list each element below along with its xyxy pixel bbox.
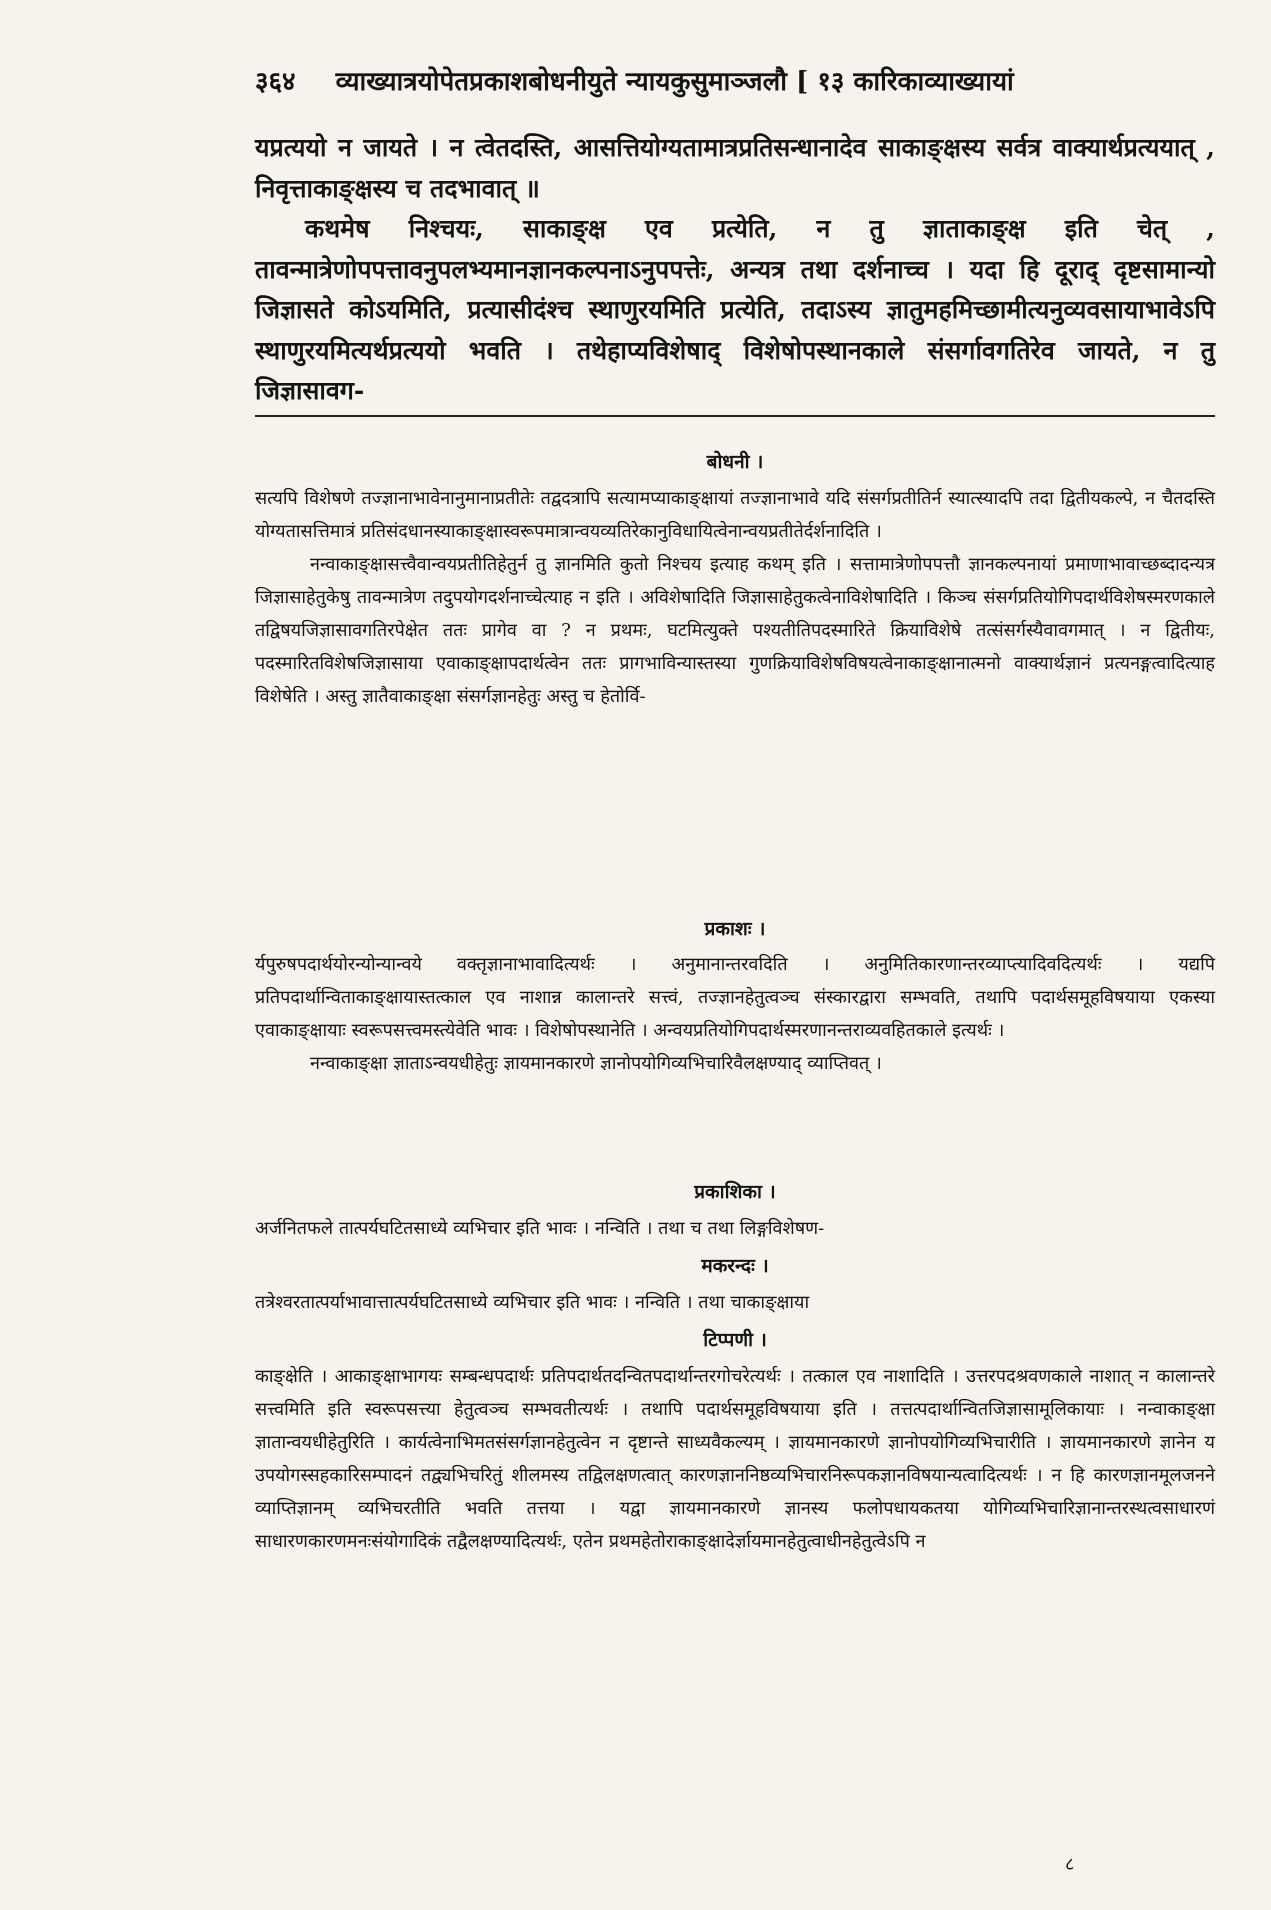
tippani-paragraph-1: काङ्क्षेति । आकाङ्क्षाभागयः सम्बन्धपदार्थः प्रतिपदार्थतदन्वितपदार्थान्तरगोचरेत्यर्थः । तत्काल एव नाशादिति । उत्तरपदश्रवणकाले नाशात् न कालान्तरे सत्त्वमिति इति स्वरूपसत्त्या हेतुत्वञ्च सम्भवतीत्यर्थः । तथापि पदार्थसमूहविषयाया इति । तत्तत्पदार्थान्वितजिज्ञासामूलिकायाः । नन्वाकाङ्क्षा ज्ञातान्वयधीहेतुरिति । कार्यत्वेनाभिमतसंसर्गज्ञानहेतुत्वेन न दृष्टान्ते साध्यवैकल्यम् । ज्ञायमानकारणे ज्ञानोपयोगिव्यभिचारीति । ज्ञायमानकारणे ज्ञानेन य उपयोगस्सहकारिसम्पादनं तद्व्यभिचरितुं शीलमस्य तद्विलक्षणत्वात् कारणज्ञाननिष्ठव्यभिचारनिरूपकज्ञानविषयान्यत्वादित्यर्थः । न हि कारणज्ञानमूलजनने व्याप्तिज्ञानम् व्यभिचरतीति भवति तत्तया । यद्वा ज्ञायमानकारणे ज्ञानस्य फलोपधायकतया योगिव्यभिचारिज्ञानान्तरस्थत्वसाधारणं साधारणकारणमनःसंयोगादिकं तद्वैलक्षण्यादित्यर्थः, एतेन प्रथमहेतोराकाङ्क्षादेर्ज्ञायमानहेतुत्वाधीनहेतुत्वेऽपि न — [255, 1366, 1215, 1552]
makaranda-commentary — [255, 1286, 1215, 1319]
prakasha-paragraph-2: नन्वाकाङ्क्षा ज्ञाताऽन्वयधीहेतुः ज्ञायमानकारणे ज्ञानोपयोगिव्यभिचारिवैलक्षण्याद् व्याप्तिवत् । — [310, 1053, 882, 1074]
prakashika-paragraph-1: अर्जनितफले तात्पर्यघटितसाध्ये व्यभिचार इति भावः । नन्विति । तथा च तथा लिङ्गविशेषण- — [255, 1218, 825, 1239]
prakasha-commentary — [255, 948, 1215, 1080]
prakashika-commentary — [255, 1212, 1215, 1245]
page-number: ३६४ — [255, 67, 296, 97]
mula-text — [255, 128, 1215, 412]
makaranda-heading: मकरन्दः । — [701, 1255, 769, 1277]
prakasha-paragraph-1: र्यपुरुषपदार्थयोरन्योन्यान्वये वक्तृज्ञानाभावादित्यर्थः । अनुमानान्तरवदिति । अनुमितिकारणान्तरव्याप्त्यादिवदित्यर्थः । यद्यपि प्रतिपदार्थान्विताकाङ्क्षायास्तत्काल एव नाशान्न कालान्तरे सत्त्वं, तज्ज्ञानहेतुत्वञ्च संस्कारद्वारा सम्भवति, तथापि पदार्थसमूहविषयाया एकस्या एवाकाङ्क्षायाः स्वरूपसत्त्वमस्त्येवेति भावः । विशेषोपस्थानेति । अन्वयप्रतियोगिपदार्थस्मरणानन्तराव्यवहितकाले इत्यर्थः । — [255, 954, 1215, 1041]
section-divider — [255, 415, 1215, 417]
prakashika-heading: प्रकाशिका । — [694, 1181, 776, 1203]
signature-mark: ८ — [1065, 1854, 1075, 1875]
bodhani-heading: बोधनी । — [706, 451, 764, 473]
mula-paragraph-1: यप्रत्ययो न जायते । न त्वेतदस्ति, आसत्तियोग्यतामात्रप्रतिसन्धानादेव साकाङ्क्षस्य सर्वत्र वाक्यार्थप्रत्ययात् , निवृत्ताकाङ्क्षस्य च तदभावात् ॥ — [255, 133, 1215, 203]
bodhani-commentary — [255, 482, 1215, 713]
running-header — [255, 62, 1215, 98]
mula-paragraph-2: कथमेष निश्चयः, साकाङ्क्ष एव प्रत्येति, न तु ज्ञाताकाङ्क्ष इति चेत् , तावन्मात्रेणोपपत्तावनुपलभ्यमानज्ञानकल्पनाऽनुपपत्तेः, अन्यत्र तथा दर्शनाच्च । यदा हि दूराद् दृष्टसामान्यो जिज्ञासते कोऽयमिति, प्रत्यासीदंश्च स्थाणुरयमिति प्रत्येति, तदाऽस्य ज्ञातुमहमिच्छामीत्यनुव्यवसायाभावेऽपि स्थाणुरयमित्यर्थप्रत्ययो भवति । तथेहाप्यविशेषाद् विशेषोपस्थानकाले संसर्गावगतिरेव जायते, न तु जिज्ञासावग- — [255, 214, 1215, 405]
tippani-commentary — [255, 1360, 1215, 1558]
tippani-heading: टिप्पणी । — [703, 1329, 767, 1351]
bodhani-paragraph-1: सत्यपि विशेषणे तज्ज्ञानाभावेनानुमानाप्रतीतेः तद्वदत्रापि सत्यामप्याकाङ्क्षायां तज्ज्ञानाभावे यदि संसर्गप्रतीतिर्न स्यात्स्यादपि तदा द्वितीयकल्पे, न चैतदस्ति योग्यतासत्तिमात्रं प्रतिसंदधानस्याकाङ्क्षास्वरूपमात्रान्वयव्यतिरेकानुविधायित्वेनान्वयप्रतीतेर्दर्शनादिति । — [255, 488, 1215, 542]
running-title: व्याख्यात्रयोपेतप्रकाशबोधनीयुते न्यायकुसुमाञ्जलौ [ १३ कारिकाव्याख्यायां — [335, 67, 1014, 97]
bodhani-paragraph-2: नन्वाकाङ्क्षासत्त्वैवान्वयप्रतीतिहेतुर्न तु ज्ञानमिति कुतो निश्चय इत्याह कथम् इति । सत्तामात्रेणोपपत्तौ ज्ञानकल्पनायां प्रमाणाभावाच्छब्दादन्यत्र जिज्ञासाहेतुकेषु तावन्मात्रेण तदुपयोगदर्शनाच्चेत्याह न इति । अविशेषादिति जिज्ञासाहेतुकत्वेनाविशेषादिति । किञ्च संसर्गप्रतियोगिपदार्थविशेषस्मरणकाले तद्विषयजिज्ञासावगतिरपेक्षेत ततः प्रागेव वा ? न प्रथमः, घटमित्युक्ते पश्यतीतिपदस्मारिते क्रियाविशेषे तत्संसर्गस्यैवावगमात् । न द्वितीयः, पदस्मारितविशेषजिज्ञासाया एवाकाङ्क्षापदार्थत्वेन ततः प्रागभाविन्यास्तस्या गुणक्रियाविशेषविषयत्वेनाकाङ्क्षानात्मनो वाक्यार्थज्ञानं प्रत्यनङ्गत्वादित्याह विशेषेति । अस्तु ज्ञातैवाकाङ्क्षा संसर्गज्ञानहेतुः अस्तु च हेतोर्वि- — [255, 554, 1215, 707]
makaranda-paragraph-1: तत्रेश्वरतात्पर्याभावात्तात्पर्यघटितसाध्ये व्यभिचार इति भावः । नन्विति । तथा चाकाङ्क्षाया — [255, 1292, 810, 1313]
prakasha-heading: प्रकाशः । — [704, 918, 766, 940]
